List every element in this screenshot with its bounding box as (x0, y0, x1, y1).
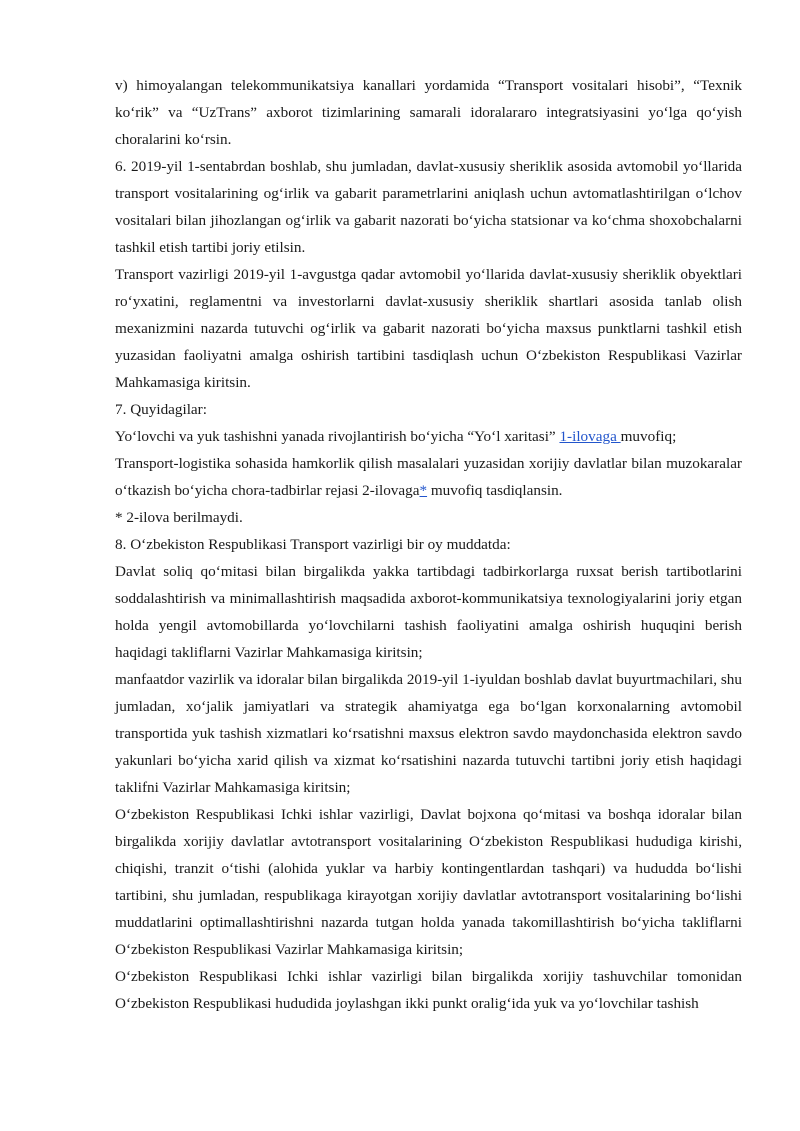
paragraph-8-heading: 8. O‘zbekiston Respublikasi Transport vazirligi bir oy muddatda: (115, 536, 511, 553)
annex-1-link[interactable]: 1-ilovaga (559, 428, 621, 445)
paragraph-roadmap (115, 423, 742, 450)
paragraph-foreign-carriers: O‘zbekiston Respublikasi Ichki ishlar vazirligi bilan birgalikda xorijiy tashuvchilar tomonidan O‘zbekiston Respublikasi hududida joylashgan ikki punkt oralig‘ida yuk va yo‘lovchilar tashish (115, 968, 742, 1012)
footnote-annex-2: * 2-ilova berilmaydi. (115, 509, 243, 526)
paragraph-v-integration: v) himoyalangan telekommunikatsiya kanallari yordamida “Transport vositalari hisobi”, “Texnik ko‘rik” va “UzTrans” axborot tizimlarining samarali idoralararo integratsiyasini yo‘lga qo‘yish choralarini ko‘rsin. (115, 77, 742, 148)
annex-2-footnote-link[interactable]: * (419, 482, 428, 499)
document-page (115, 72, 742, 1017)
paragraph-foreign-vehicles: O‘zbekiston Respublikasi Ichki ishlar vazirligi, Davlat bojxona qo‘mitasi va boshqa idoralar bilan birgalikda xorijiy davlatlar avtotransport vositalarining O‘zbekiston Respublikasi hududiga kirishi, chiqishi, tranzit o‘tishi (alohida yuklar va harbiy kontingentlardan tashqari) va hududda bo‘lishi tartibini, shu jumladan, respublikaga kirayotgan xorijiy davlatlar avtotransport vositalarining bo‘lishi muddatlarini optimallashtirishni nazarda tutgan holda yanada takomillashtirish bo‘yicha takliflarni O‘zbekiston Respublikasi Vazirlar Mahkamasiga kiritsin; (115, 806, 742, 958)
paragraph-electronic-trade: manfaatdor vazirlik va idoralar bilan birgalikda 2019-yil 1-iyuldan boshlab davlat buyurtmachilari, shu jumladan, xo‘jalik jamiyatlari va strategik ahamiyatga ega bo‘lgan korxonalarning avtomobil transportida yuk tashish xizmatlari ko‘rsatishni maxsus elektron savdo maydonchasida elektron savdo yakunlari bo‘yicha xarid qilish va xizmat ko‘rsatishini nazarda tutuvchi tartibni joriy etish haqidagi taklifni Vazirlar Mahkamasiga kiritsin; (115, 671, 742, 796)
paragraph-6-weight-control: 6. 2019-yil 1-sentabrdan boshlab, shu jumladan, davlat-xususiy sheriklik asosida avtomobil yo‘llarida transport vositalarining og‘irlik va gabarit parametrlarini aniqlash uchun avtomatlashtirilgan o‘lchov vositalari bilan jihozlangan og‘irlik va gabarit nazorati bo‘yicha statsionar va ko‘chma shoxobchalarni tashkil etish tartibi joriy etilsin. (115, 158, 742, 256)
paragraph-transport-ministry: Transport vazirligi 2019-yil 1-avgustga qadar avtomobil yo‘llarida davlat-xususiy sheriklik obyektlari ro‘yxatini, reglamentni va investorlarni davlat-xususiy sheriklik shartlari asosida tanlab olish mexanizmini nazarda tutuvchi og‘irlik va gabarit nazorati bo‘yicha maxsus punktlarni tashkil etish yuzasidan faoliyatni amalga oshirish tartibini tasdiqlash uchun O‘zbekiston Respublikasi Vazirlar Mahkamasiga kiritsin. (115, 266, 742, 391)
logistics-text-end: muvofiq tasdiqlansin. (427, 482, 563, 499)
logistics-text: Transport-logistika sohasida hamkorlik qilish masalalari yuzasidan xorijiy davlatlar bilan muzokaralar o‘tkazish bo‘yicha chora-tadbirlar rejasi 2-ilovaga (115, 455, 742, 499)
paragraph-7-heading: 7. Quyidagilar: (115, 401, 207, 418)
paragraph-logistics-plan (115, 450, 742, 504)
roadmap-text: Yo‘lovchi va yuk tashishni yanada rivojlantirish bo‘yicha “Yo‘l xaritasi” (115, 428, 560, 445)
paragraph-tax-committee: Davlat soliq qo‘mitasi bilan birgalikda yakka tartibdagi tadbirkorlarga ruxsat berish tartibotlarini soddalashtirish va minimallashtirish maqsadida axborot-kommunikatsiya texnologiyalarini joriy etgan holda yengil avtomobillarda yo‘lovchilarni tashish faoliyatini amalga oshirish huquqini berish haqidagi takliflarni Vazirlar Mahkamasiga kiritsin; (115, 563, 742, 661)
roadmap-text-end: muvofiq; (620, 428, 677, 445)
